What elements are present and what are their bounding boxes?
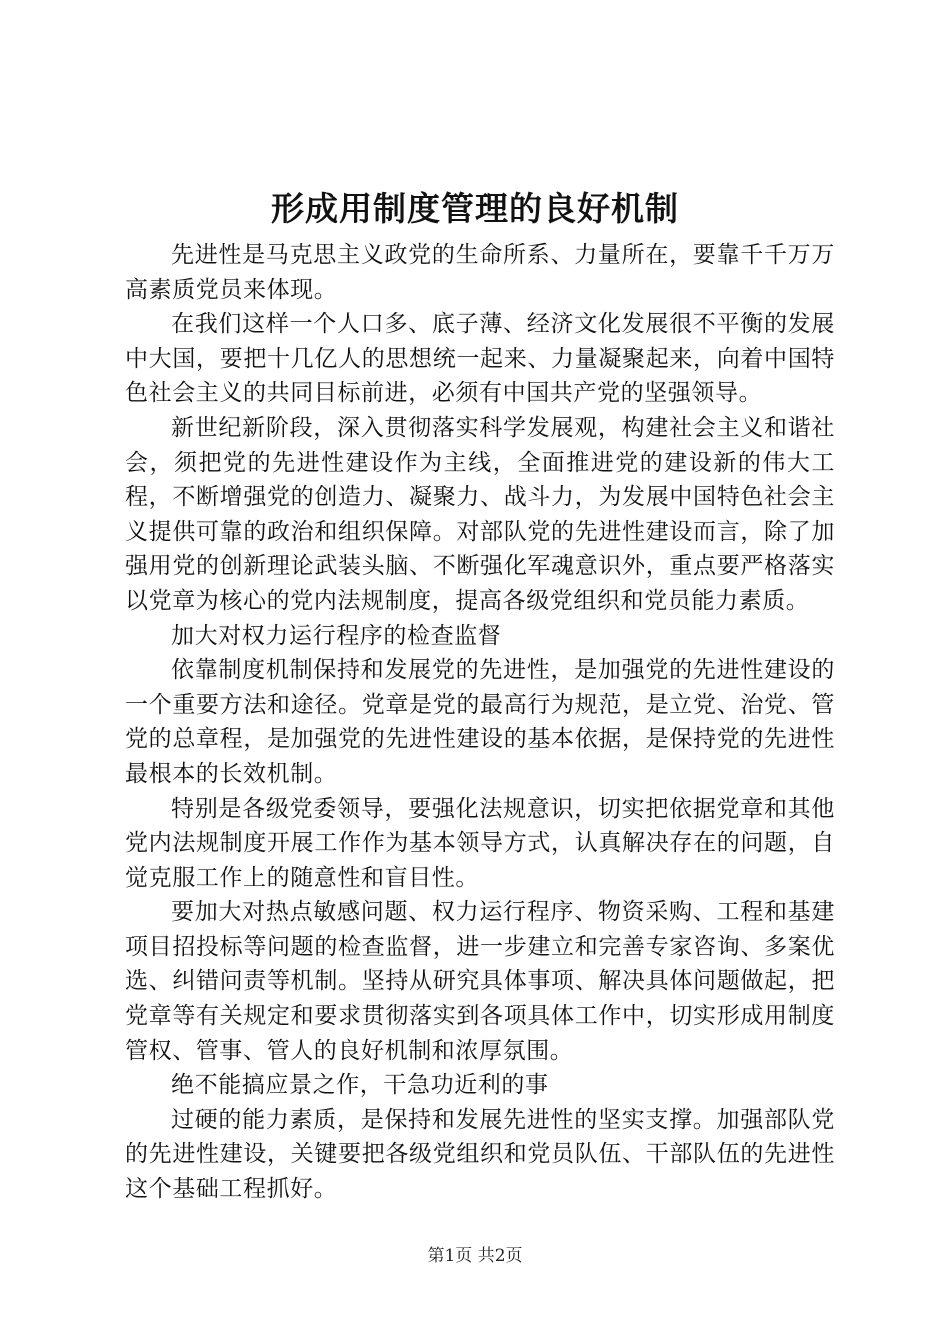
paragraph: 特别是各级党委领导，要强化法规意识，切实把依据党章和其他党内法规制度开展工作作为基本领导方式，认真解决存在的问题，自觉克服工作上的随意性和盲目性。 bbox=[125, 795, 835, 891]
section-heading: 绝不能搞应景之作，干急功近利的事 bbox=[171, 1072, 549, 1099]
paragraph: 要加大对热点敏感问题、权力运行程序、物资采购、工程和基建项目招投标等问题的检查监督，进一步建立和完善专家咨询、多案优选、纠错问责等机制。坚持从研究具体事项、解决具体问题做起，把党章等有关规定和要求贯彻落实到各项具体工作中，切实形成用制度管权、管事、管人的良好机制和浓厚氛围。 bbox=[125, 899, 835, 1064]
paragraph: 在我们这样一个人口多、底子薄、经济文化发展很不平衡的发展中大国，要把十几亿人的思想统一起来、力量凝聚起来，向着中国特色社会主义的共同目标前进，必须有中国共产党的坚强领导。 bbox=[125, 311, 835, 407]
document-body bbox=[125, 238, 835, 1207]
paragraph: 过硬的能力素质，是保持和发展先进性的坚实支撑。加强部队党的先进性建设，关键要把各级党组织和党员队伍、干部队伍的先进性这个基础工程抓好。 bbox=[125, 1106, 835, 1203]
paragraph: 依靠制度机制保持和发展党的先进性，是加强党的先进性建设的一个重要方法和途径。党章是党的最高行为规范，是立党、治党、管党的总章程，是加强党的先进性建设的基本依据，是保持党的先进性最根本的长效机制。 bbox=[125, 657, 835, 787]
document-title: 形成用制度管理的良好机制 bbox=[271, 189, 679, 228]
paragraph: 先进性是马克思主义政党的生命所系、力量所在，要靠千千万万高素质党员来体现。 bbox=[125, 242, 835, 303]
page-footer: 第1页 共2页 bbox=[427, 1246, 523, 1266]
paragraph: 新世纪新阶段，深入贯彻落实科学发展观，构建社会主义和谐社会，须把党的先进性建设作为主线，全面推进党的建设新的伟大工程，不断增强党的创造力、凝聚力、战斗力，为发展中国特色社会主义提供可靠的政治和组织保障。对部队党的先进性建设而言，除了加强用党的创新理论武装头脑、不断强化军魂意识外，重点要严格落实以党章为核心的党内法规制度，提高各级党组织和党员能力素质。 bbox=[125, 414, 835, 614]
section-heading: 加大对权力运行程序的检查监督 bbox=[171, 622, 502, 649]
